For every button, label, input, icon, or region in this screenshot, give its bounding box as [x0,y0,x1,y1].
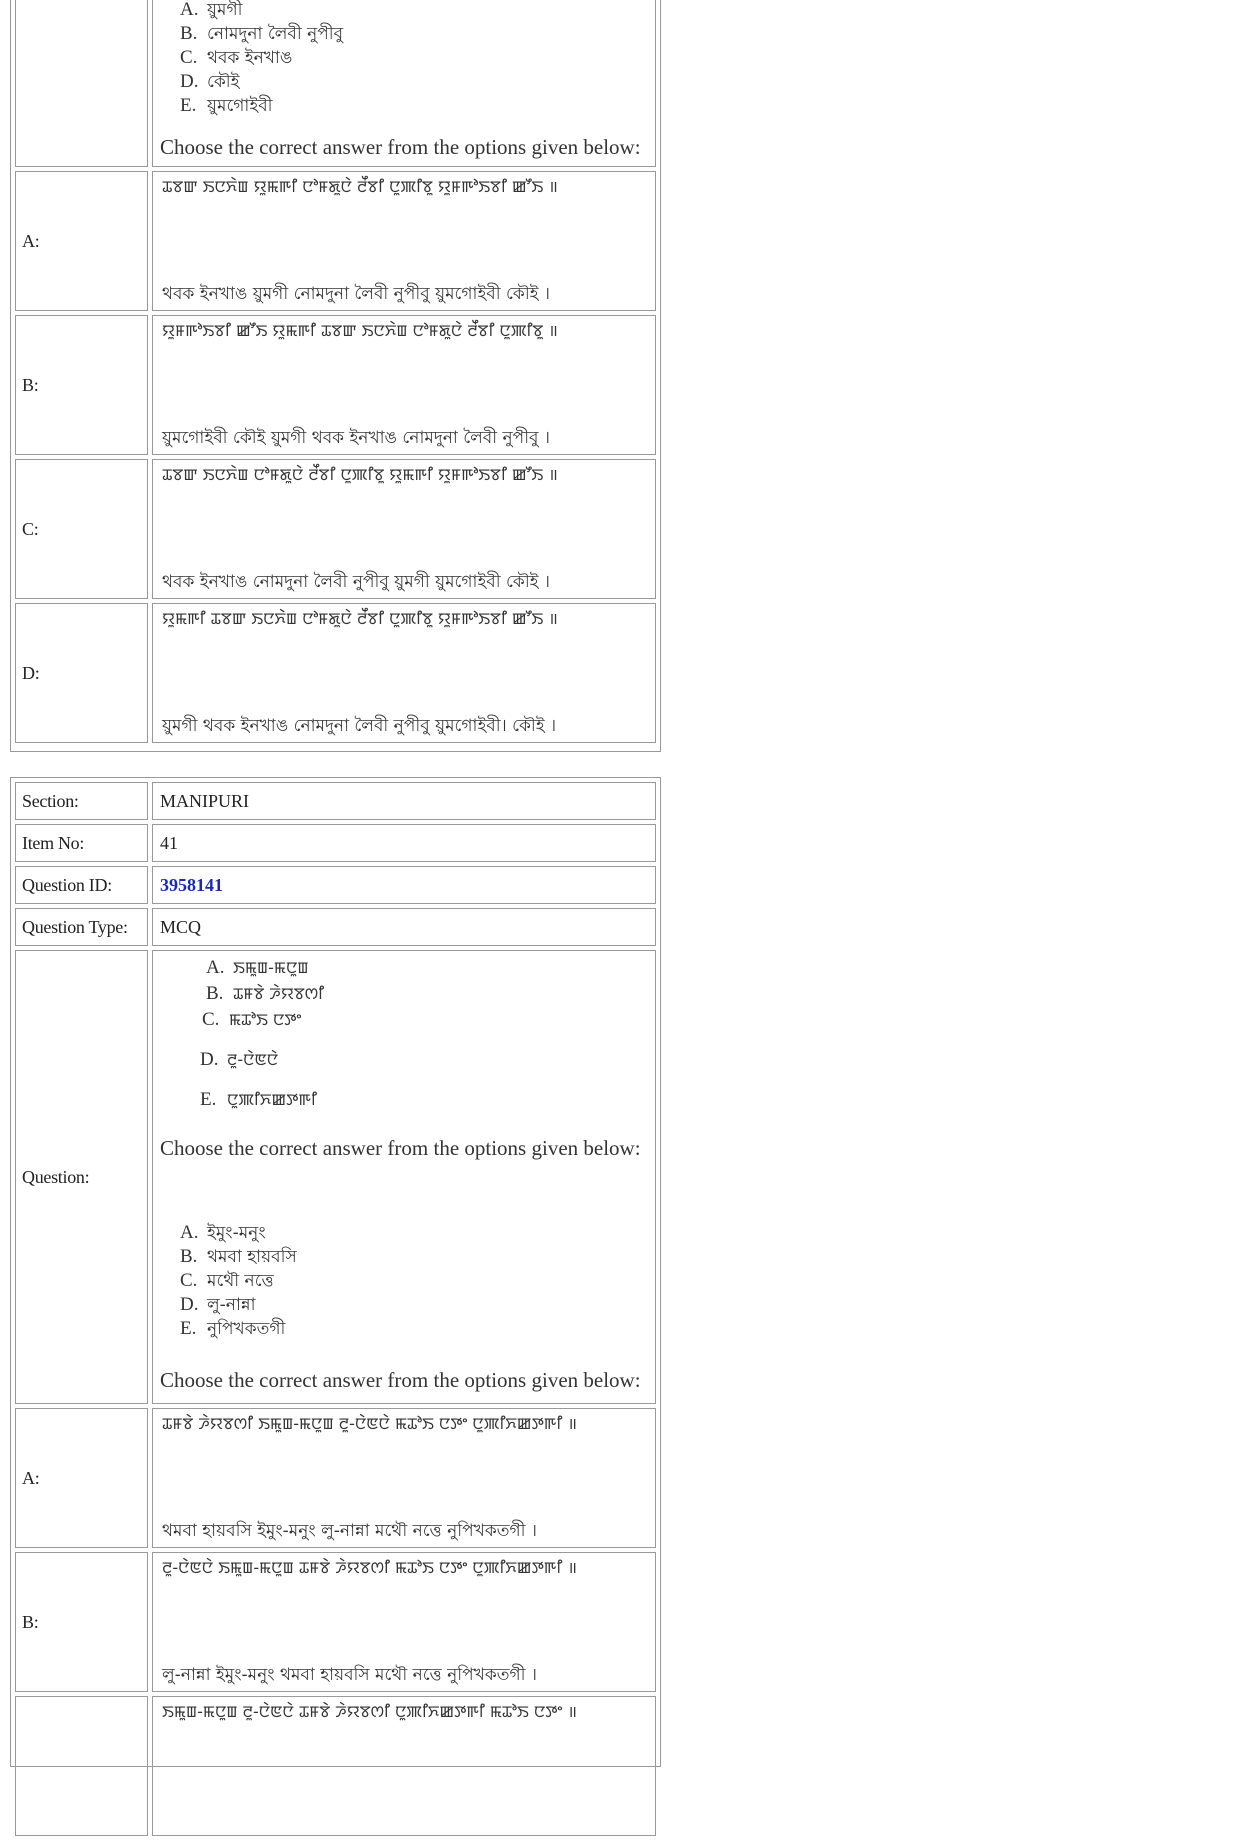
list-item: C. ꯃꯊꯣꯏ ꯅꯇꯦ [202,1009,302,1030]
meitei-text: ꯏꯃꯨꯡ-ꯃꯅꯨꯡ ꯂꯨ-ꯅꯥꯟꯅꯥ ꯊꯝꯕꯥ ꯍꯥꯌꯕꯁꯤ ꯅꯨꯄꯤꯈꯀꯇꯒꯤ ꯃꯊꯣꯏ ꯅꯇꯦ ॥ [162,1702,577,1721]
list-item: E. নুপিখকতগী [180,1318,286,1339]
option-content [152,171,656,311]
instruction-text: Choose the correct answer from the options given below: [160,135,641,159]
question-type-row [15,908,656,946]
option-label: D: [15,603,148,743]
question-label-cell [15,0,148,167]
answer-option-row [15,459,656,599]
meitei-text: ꯊꯕꯛ ꯏꯅꯈꯥꯡ ꯅꯣꯝꯗꯨꯅꯥ ꯂꯩꯕꯤ ꯅꯨꯄꯤꯕꯨ ꯌꯨꯃꯒꯤ ꯌꯨꯝꯒꯣꯏꯕꯤ ꯀꯧꯏ ॥ [162,465,558,484]
section-value: MANIPURI [152,782,656,820]
answer-option-row [15,171,656,311]
list-item: C. থবক ইনখাঙ [180,47,293,68]
list-item: B. ꯊꯝꯕꯥ ꯍꯥꯌꯕꯁꯤ [206,983,325,1004]
bengali-text: য়ুমগী থবক ইনখাঙ নোমদুনা লৈবী নুপীবু য়ুমগোইবী। কৌই । [162,716,557,736]
meitei-text: ꯊꯝꯕꯥ ꯍꯥꯌꯕꯁꯤ ꯏꯃꯨꯡ-ꯃꯅꯨꯡ ꯂꯨ-ꯅꯥꯟꯅꯥ ꯃꯊꯣꯏ ꯅꯇꯦ ꯅꯨꯄꯤꯈꯀꯇꯒꯤ ॥ [162,1414,577,1433]
list-item: D. লু-নান্না [180,1294,256,1315]
previous-question-table [10,0,661,752]
meitei-text: ꯂꯨ-ꯅꯥꯟꯅꯥ ꯏꯃꯨꯡ-ꯃꯅꯨꯡ ꯊꯝꯕꯥ ꯍꯥꯌꯕꯁꯤ ꯃꯊꯣꯏ ꯅꯇꯦ ꯅꯨꯄꯤꯈꯀꯇꯒꯤ ॥ [162,1558,577,1577]
item-no-label: Item No: [15,824,148,862]
list-item: C. মথৌ নত্তে [180,1270,274,1291]
option-content [152,603,656,743]
option-content [152,1408,656,1548]
question-id-row [15,866,656,904]
question-type-value: MCQ [152,908,656,946]
bengali-text: লু-নান্না ইমুং-মনুং থমবা হায়বসি মথৌ নত্তে নুপিখকতগী । [162,1665,537,1685]
list-item: A. ꯏꯃꯨꯡ-ꯃꯅꯨꯡ [206,957,309,978]
question-content [152,950,656,1404]
option-content [152,1696,656,1836]
meitei-option-list [200,955,648,1113]
instruction-text: Choose the correct answer from the options given below: [160,1136,641,1160]
meitei-text: ꯌꯨꯃꯒꯤ ꯊꯕꯛ ꯏꯅꯈꯥꯡ ꯅꯣꯝꯗꯨꯅꯥ ꯂꯩꯕꯤ ꯅꯨꯄꯤꯕꯨ ꯌꯨꯝꯒꯣꯏꯕꯤ ꯀꯧꯏ ॥ [162,609,558,628]
item-no-row [15,824,656,862]
option-label: B: [15,315,148,455]
list-item: E. য়ুমগোইবী [180,95,273,116]
question-label: Question: [15,950,148,1404]
option-label: B: [15,1552,148,1692]
option-content [152,459,656,599]
question-content [152,0,656,167]
answer-option-row [15,315,656,455]
list-item: E. ꯅꯨꯄꯤꯈꯀꯇꯒꯤ [200,1089,317,1110]
list-item: A. ইমুং-মনুং [180,1222,266,1243]
option-label: C: [15,459,148,599]
section-row [15,782,656,820]
list-item: D. কৌই [180,71,240,92]
list-item: D. ꯂꯨ-ꯅꯥꯟꯅꯥ [200,1049,279,1070]
item-no-value: 41 [152,824,656,862]
question-id-label: Question ID: [15,866,148,904]
bengali-text: থবক ইনখাঙ য়ুমগী নোমদুনা লৈবী নুপীবু য়ুমগোইবী কৌই । [162,284,551,304]
list-item: A. য়ুমগী [180,0,243,20]
answer-option-row [15,1696,656,1836]
bengali-option-list [180,0,648,118]
question-type-label: Question Type: [15,908,148,946]
question-row [15,950,656,1404]
option-label: A: [15,1408,148,1548]
question-id-value: 3958141 [152,866,656,904]
meitei-text: ꯌꯨꯝꯒꯣꯏꯕꯤ ꯀꯧꯏ ꯌꯨꯃꯒꯤ ꯊꯕꯛ ꯏꯅꯈꯥꯡ ꯅꯣꯝꯗꯨꯅꯥ ꯂꯩꯕꯤ ꯅꯨꯄꯤꯕꯨ ॥ [162,321,558,340]
question-table [10,777,661,1767]
bengali-text: য়ুমগোইবী কৌই য়ুমগী থবক ইনখাঙ নোমদুনা লৈবী নুপীবু । [162,428,551,448]
answer-option-row [15,1552,656,1692]
bengali-option-list [180,1221,648,1341]
answer-option-row [15,603,656,743]
option-label [15,1696,148,1836]
option-label: A: [15,171,148,311]
bengali-text: থবক ইনখাঙ নোমদুনা লৈবী নুপীবু য়ুমগী য়ুমগোইবী কৌই । [162,572,551,592]
section-label: Section: [15,782,148,820]
list-item: B. নোমদুনা লৈবী নুপীবু [180,23,344,44]
list-item: B. থমবা হায়বসি [180,1246,297,1267]
answer-option-row [15,1408,656,1548]
option-content [152,315,656,455]
option-content [152,1552,656,1692]
meitei-text: ꯊꯕꯛ ꯏꯅꯈꯥꯡ ꯌꯨꯃꯒꯤ ꯅꯣꯝꯗꯨꯅꯥ ꯂꯩꯕꯤ ꯅꯨꯄꯤꯕꯨ ꯌꯨꯝꯒꯣꯏꯕꯤ ꯀꯧꯏ ॥ [162,177,558,196]
bengali-text: থমবা হায়বসি ইমুং-মনুং লু-নান্না মথৌ নত্তে নুপিখকতগী । [162,1521,537,1541]
instruction-text: Choose the correct answer from the options given below: [160,1368,641,1392]
